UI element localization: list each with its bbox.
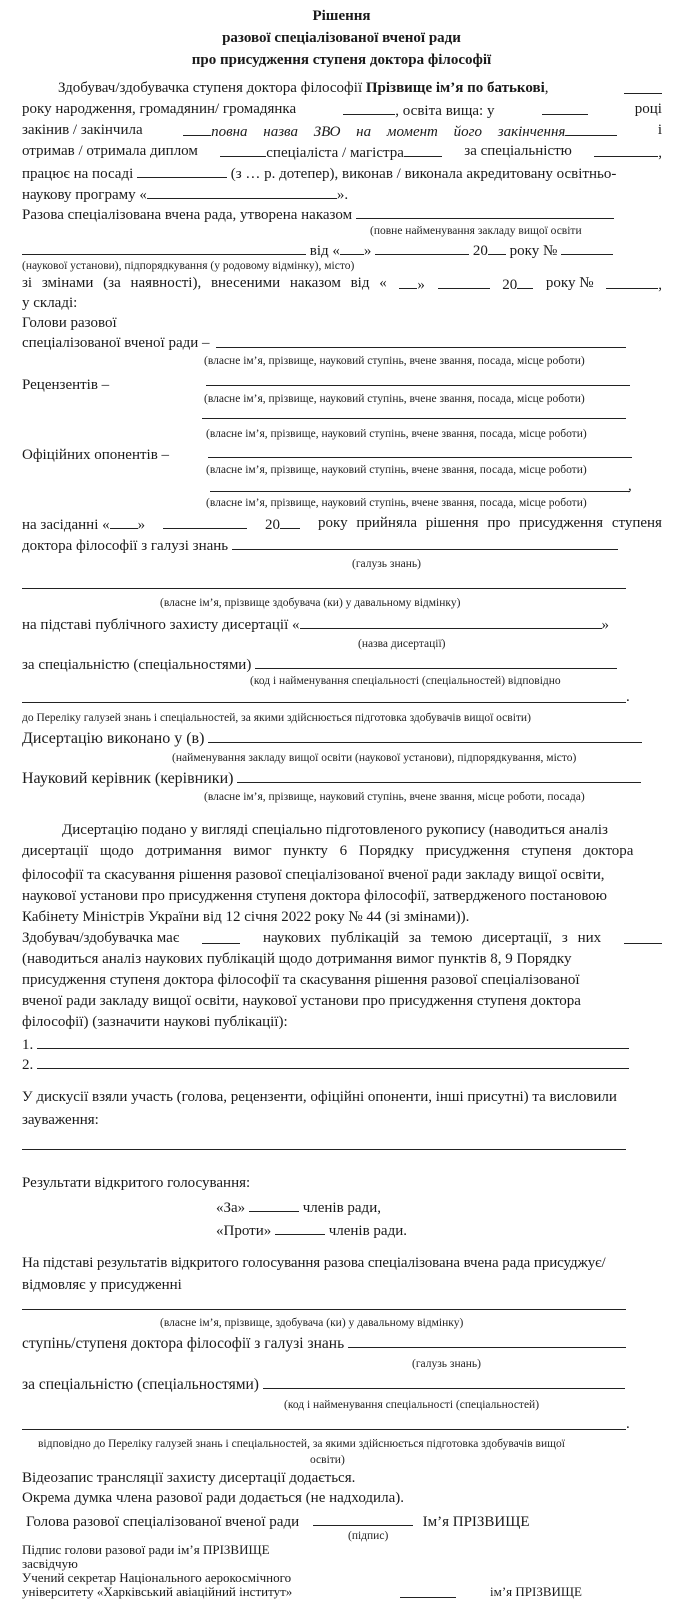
university-field-suffix[interactable] [565,121,617,136]
reviewer-1-hint: (власне ім’я, прізвище, науковий ступінь, вчене звання, посада, місце роботи) [204,393,585,405]
analysis-line-9: філософії) (зазначити наукові публікації): [22,1014,288,1030]
decision-degree-line: ступінь/ступеня доктора філософії з галузі знань [22,1333,626,1353]
intro-line-1: Здобувач/здобувачка ступеня доктора філософії Прізвище ім’я по батькові, [22,79,662,97]
intro-line-5: працює на посаді (з … р. дотепер), виконав / виконала акредитовану освітньо- [22,163,616,183]
program-field[interactable] [147,184,337,199]
head-signature-line: Голова разової спеціалізованої вченої ради Ім’я ПРІЗВИЩЕ [26,1511,530,1531]
order-number-field[interactable] [561,240,613,255]
decision-spec-input[interactable] [263,1374,625,1389]
publication-1: 1. [22,1034,629,1054]
votes-for-line: «За» членів ради, [216,1197,381,1217]
specialty-continued-field[interactable] [22,702,626,703]
publications-line: Здобувач/здобувачка має наукових публікацій за темою дисертації, з них [22,929,662,947]
changes-month-field[interactable] [438,274,490,289]
changes-line: зі змінами (за наявності), внесеними наказом від « » 20 року № , [22,275,662,293]
decision-hint-spec: (код і найменування спеціальності (спеціальностей) [284,1399,540,1411]
secretary-signature-field[interactable] [400,1597,456,1598]
certify-line-2: засвідчую [22,1556,78,1571]
document-title: Рішення [312,8,371,24]
dissertation-title-field[interactable] [300,614,602,629]
dissertation-line: на підставі публічного захисту дисертації « » [22,614,609,634]
discussion-field[interactable] [22,1149,626,1150]
head-signature-field[interactable] [313,1511,413,1526]
meeting-month-field[interactable] [163,514,247,529]
order-institution-field[interactable] [356,204,614,219]
publications-count-field[interactable] [202,929,240,944]
field-of-knowledge-line: доктора філософії з галузі знань [22,535,618,555]
head-hint: (власне ім’я, прізвище, науковий ступінь, вчене звання, посада, місце роботи) [204,355,585,367]
analysis-line-6: (наводиться аналіз наукових публікацій щодо дотримання вимог пунктів 8, 9 Порядку [22,951,572,967]
discussion-line-2: зауваження: [22,1112,99,1128]
publications-subset-field[interactable] [624,929,662,944]
specialty-line: за спеціальністю (спеціальностями) [22,654,617,674]
decision-spec-continued-field[interactable] [22,1429,626,1430]
council-date-line: від « » 20 року № [22,240,613,260]
certify-line-1: Підпис голови разової ради ім’я ПРІЗВИЩЕ [22,1542,270,1557]
analysis-line-2: дисертації щодо дотримання вимог пункту 6 Порядку присудження ступеня доктора [22,843,634,859]
institution-input[interactable] [208,728,642,743]
opponent-1-field[interactable] [208,457,632,458]
document-subtitle-1: разової спеціалізованої вченої ради [222,30,461,46]
analysis-line-7: присудження ступеня доктора філософії та скасування рішення разової спеціалізованої [22,972,580,988]
intro-line-4: отримав / отримала диплом спеціаліста / магістра за спеціальністю , [22,143,662,161]
opinion-note: Окрема думка члена разової ради додається (не надходила). [22,1490,404,1506]
votes-for-field[interactable] [249,1197,299,1212]
hint-full-name: (повне найменування закладу вищої освіти [370,225,582,237]
reviewer-1-field[interactable] [206,385,630,386]
citizenship-field[interactable] [343,100,395,115]
order-year-field[interactable] [488,240,506,255]
reviewer-2-hint: (власне ім’я, прізвище, науковий ступінь, вчене звання, посада, місце роботи) [206,428,587,440]
document-subtitle-2: про присудження ступеня доктора філософії [191,52,492,68]
hint-applicant: (власне ім’я, прізвище здобувача (ки) у давальному відмінку) [160,597,461,609]
birth-year-field[interactable] [624,79,662,94]
hint-field: (галузь знань) [352,558,421,570]
intro-line-6: наукову програму « ». [22,184,348,204]
order-day-field[interactable] [340,240,364,255]
composition-label: у складі: [22,295,78,311]
publication-2-field[interactable] [37,1054,629,1069]
votes-against-field[interactable] [275,1220,325,1235]
decision-hint-applicant: (власне ім’я, прізвище, здобувача (ки) у давальному відмінку) [160,1317,464,1329]
intro-line-2: року народження, громадянин/ громадянка , освіта вища: у році [22,101,662,119]
opponent-1-hint: (власне ім’я, прізвище, науковий ступінь, вчене звання, посада, місце роботи) [206,464,587,476]
head-name: Ім’я ПРІЗВИЩЕ [422,1514,530,1530]
university-field-prefix[interactable] [183,121,211,136]
changes-number-field[interactable] [606,274,658,289]
graduation-year-field[interactable] [542,100,588,115]
hint-spec: (код і найменування спеціальності (спеціальностей) відповідно [250,675,561,687]
publication-2: 2. [22,1054,629,1074]
head-label-1: Голови разової [22,315,117,331]
applicant-dative-field[interactable] [22,588,626,589]
discussion-line-1: У дискусії взяли участь (голова, рецензенти, офіційні опоненти, інші присутні) та висловили [22,1089,617,1105]
decision-field-input[interactable] [348,1333,626,1348]
changes-day-field[interactable] [399,274,417,289]
video-note: Відеозапис трансляції захисту дисертації додається. [22,1470,356,1486]
opponents-label: Офіційних опонентів – [22,447,170,463]
specialty-input[interactable] [255,654,617,669]
decision-hint-field: (галузь знань) [412,1358,481,1370]
decision-spec-line: за спеціальністю (спеціальностями) [22,1374,625,1394]
reviewers-label: Рецензентів – [22,377,110,393]
applicant-name: Прізвище ім’я по батькові [365,80,545,96]
decision-period: . [626,1416,630,1432]
decision-applicant-field[interactable] [22,1309,626,1310]
analysis-line-1: Дисертацію подано у вигляді спеціально підготовленого рукопису (наводиться аналіз [62,822,608,838]
hint-list: до Переліку галузей знань і спеціальностей, за якими здійснюється підготовка здобувачів вищої освіти) [22,712,531,724]
opponent-2-field[interactable] [210,491,630,492]
meeting-year-field[interactable] [280,514,300,529]
certify-line-4: університету «Харківський авіаційний інститут» [22,1584,293,1599]
order-month-field[interactable] [375,240,469,255]
analysis-line-5: Кабінету Міністрів України від 12 січня 2022 року № 44 (зі змінами)). [22,909,470,925]
supervisor-input[interactable] [237,768,641,783]
certify-line-3: Учений секретар Національного аерокосмічного [22,1570,292,1585]
analysis-line-4: наукової установи про присудження ступеня доктора філософії, затвердженого постановою [22,888,607,904]
meeting-day-field[interactable] [110,514,138,529]
analysis-line-3: філософії та скасування рішення разової спеціалізованої вченої ради закладу вищої освіти, [22,867,605,883]
opponent-2-comma: , [628,478,632,494]
degree-field[interactable] [404,142,442,157]
intro-line-3: закінив / закінчила повна назва ЗВО на момент його закінчення і [22,122,662,140]
council-created-line: Разова спеціалізована вчена рада, утворена наказом [22,204,614,224]
head-label-2: спеціалізованої вченої ради – [22,335,210,351]
votes-against-line: «Проти» членів ради. [216,1220,407,1240]
publication-1-field[interactable] [37,1034,629,1049]
hint-inst: (найменування закладу вищої освіти (наукової установи), підпорядкування, місто) [172,752,577,764]
voting-title: Результати відкритого голосування: [22,1175,251,1191]
decision-line-1: На підставі результатів відкритого голосування разова спеціалізована вчена рада присуджує/ [22,1255,606,1271]
analysis-line-8: вченої ради закладу вищої освіти, наукової установи про присудження ступеня доктора [22,993,581,1009]
institution-line: Дисертацію виконано у (в) [22,728,642,748]
decision-line-2: відмовляє у присудженні [22,1277,182,1293]
changes-year-field[interactable] [517,274,533,289]
meeting-line: на засіданні « » 20 року прийняла рішення про присудження ступеня [22,515,662,533]
specialty-period: . [626,689,630,705]
reviewer-2-field[interactable] [202,418,626,419]
hint-title: (назва дисертації) [358,638,446,650]
secretary-name: ім’я ПРІЗВИЩЕ [490,1584,582,1599]
decision-hint-list-1: відповідно до Переліку галузей знань і спеціальностей, за якими здійснюється підготовка здобувачів вищої [38,1438,565,1450]
hint-institution: (наукової установи), підпорядкування (у родовому відмінку), місто) [22,260,355,272]
field-of-knowledge-input[interactable] [232,535,618,550]
diploma-field[interactable] [220,142,266,157]
institution-continued-field[interactable] [22,240,306,255]
hint-supervisor: (власне ім’я, прізвище, науковий ступінь, вчене звання, місце роботи, посада) [204,791,585,803]
university-name-hint: повна назва ЗВО на момент його закінчення [211,124,566,140]
signature-hint: (підпис) [348,1530,389,1542]
decision-hint-list-2: освіти) [310,1454,345,1466]
specialty-field[interactable] [594,142,658,157]
position-field[interactable] [137,163,227,178]
supervisor-line: Науковий керівник (керівники) [22,768,641,788]
head-field[interactable] [216,347,626,348]
opponent-2-hint: (власне ім’я, прізвище, науковий ступінь, вчене звання, посада, місце роботи) [206,497,587,509]
